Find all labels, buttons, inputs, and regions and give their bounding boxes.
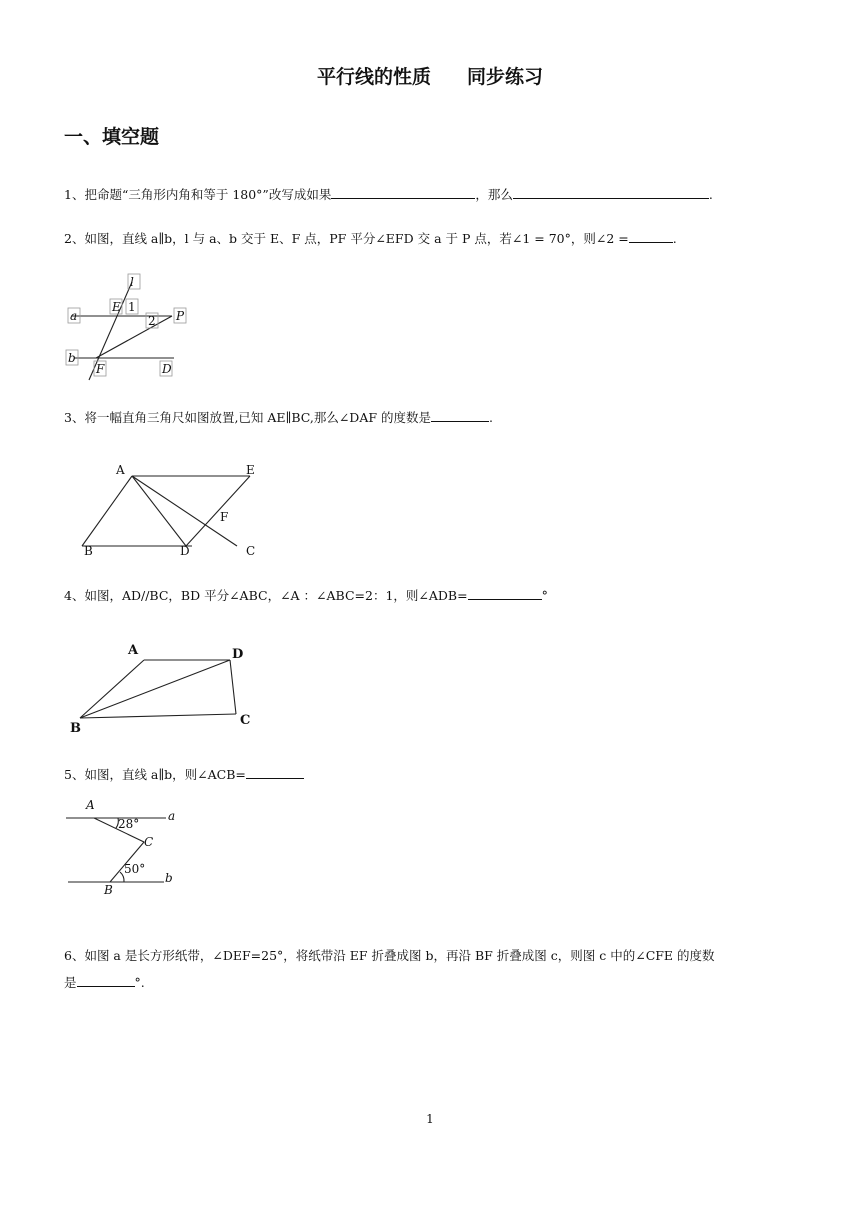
question-3 — [64, 407, 493, 428]
question-3-text-a: 将一幅直角三角尺如图放置,已知 AE∥BC,那么∠DAF 的度数是 — [84, 410, 432, 425]
answer-blank[interactable] — [431, 407, 489, 422]
question-5-text-a: 如图，直线 a∥b，则∠ACB= — [84, 767, 246, 782]
label-D: D — [232, 647, 244, 662]
figure-4-diagram — [64, 640, 264, 740]
question-6-line-1: 如图 a 是长方形纸带，∠DEF=25°，将纸带沿 EF 折叠成图 b，再沿 BF 折叠成图 c，则图 c 中的∠CFE 的度数 — [84, 948, 715, 963]
answer-blank[interactable] — [331, 184, 475, 199]
label-P: P — [176, 309, 185, 323]
question-2 — [64, 228, 677, 249]
question-1-text-c: . — [708, 187, 713, 202]
label-angle-2: 2 — [148, 314, 156, 328]
label-B: B — [104, 883, 113, 897]
section-heading: 一、填空题 — [64, 126, 160, 148]
question-2-number: 2、 — [64, 231, 85, 246]
answer-blank[interactable] — [246, 764, 304, 779]
page-title — [0, 62, 860, 89]
label-B: B — [70, 721, 81, 736]
question-6-line-2b: °. — [134, 975, 145, 990]
label-D: D — [180, 544, 190, 558]
figure-5-diagram — [64, 796, 184, 901]
figure-3-diagram — [62, 460, 272, 560]
label-angle-50: 50° — [124, 862, 146, 876]
label-B: B — [84, 544, 93, 558]
answer-blank[interactable] — [513, 184, 709, 199]
label-A: A — [128, 643, 139, 658]
label-E: E — [112, 300, 121, 314]
label-b: b — [165, 871, 173, 885]
label-a: a — [70, 309, 78, 323]
question-1 — [64, 184, 713, 205]
label-l: l — [130, 275, 134, 289]
question-3-text-b: . — [489, 410, 493, 425]
label-angle-28: 28° — [118, 817, 140, 831]
page-number: 1 — [426, 1112, 434, 1126]
figure-2-diagram — [64, 270, 194, 385]
question-5-number: 5、 — [64, 767, 85, 782]
label-A: A — [86, 798, 95, 812]
label-b: b — [68, 351, 76, 365]
question-4-number: 4、 — [64, 588, 85, 603]
question-2-text-b: . — [672, 231, 677, 246]
label-A: A — [116, 463, 125, 477]
question-4-text-a: 如图，AD//BC，BD 平分∠ABC，∠A ：∠ABC=2：1，则∠ADB= — [84, 588, 468, 603]
question-1-text-b: ，那么 — [475, 187, 513, 202]
question-4 — [64, 585, 548, 606]
question-6 — [64, 946, 715, 966]
answer-blank[interactable] — [77, 972, 135, 987]
label-a: a — [168, 809, 176, 823]
question-6-number: 6、 — [64, 948, 85, 963]
label-E: E — [246, 463, 255, 477]
label-F: F — [96, 362, 105, 376]
title-main: 平行线的性质 — [316, 66, 431, 88]
question-1-text-a: 把命题“三角形内角和等于 180°”改写成如果 — [84, 187, 332, 202]
label-F: F — [220, 510, 229, 524]
label-D: D — [162, 362, 172, 376]
label-C: C — [240, 713, 251, 728]
label-C: C — [144, 835, 154, 849]
question-2-text-a: 如图，直线 a∥b，l 与 a、b 交于 E、F 点，PF 平分∠EFD 交 a 于 P 点，若∠1 = 70°，则∠2 = — [84, 231, 629, 246]
question-6-line-2a: 是 — [64, 975, 77, 990]
question-5 — [64, 764, 304, 785]
label-C: C — [246, 544, 256, 558]
title-sub: 同步练习 — [467, 66, 544, 88]
question-1-number: 1、 — [64, 187, 85, 202]
answer-blank[interactable] — [629, 228, 673, 243]
question-3-number: 3、 — [64, 410, 85, 425]
answer-blank[interactable] — [468, 585, 542, 600]
question-6-continued — [64, 972, 145, 993]
question-4-text-b: ° — [541, 588, 548, 603]
label-angle-1: 1 — [128, 300, 136, 314]
